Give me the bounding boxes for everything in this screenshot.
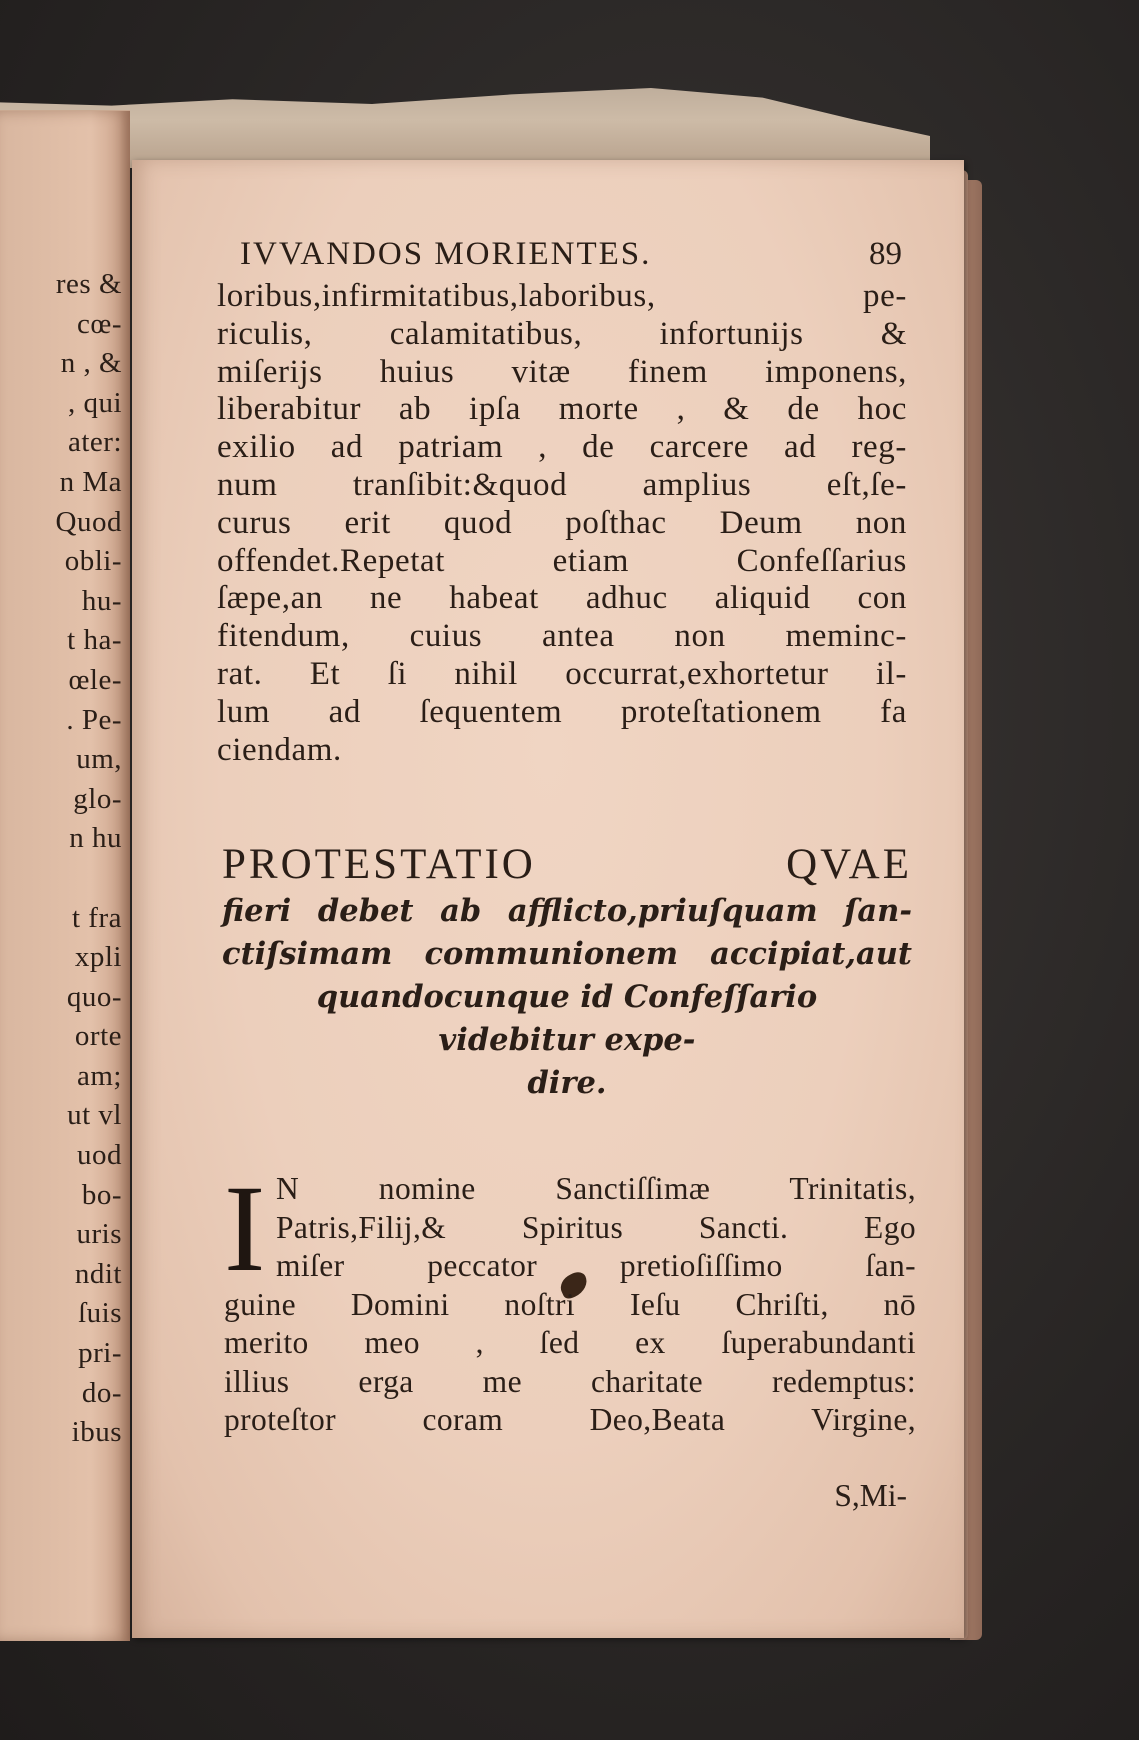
left-page-line: n hu (69, 822, 122, 855)
text-line: fitendum, cuius antea non meminc- (217, 618, 907, 655)
text-line: ciendam. (217, 731, 342, 768)
text-line: rat. Et ſi nihil occurrat,exhortetur il- (217, 655, 907, 692)
right-page (132, 160, 964, 1638)
text-line: ſæpe,an ne habeat adhuc aliquid con (217, 580, 907, 617)
text-line: guine Domini noſtri Ieſu Chriſti, nō (224, 1286, 916, 1322)
left-page-line: Quod (55, 505, 122, 538)
left-page-line: um, (76, 743, 122, 776)
left-page-line: quo- (66, 980, 122, 1013)
text-line: lum ad ſequentem proteſtationem fa (217, 693, 907, 730)
text-line: exilio ad patriam , de carcere ad reg- (217, 429, 907, 466)
catchword: S,Mi- (834, 1478, 907, 1513)
left-page-line: uod (77, 1139, 122, 1172)
protestation-text (224, 1160, 916, 1440)
left-page-line: t fra (72, 901, 122, 934)
left-page-line: , qui (67, 386, 122, 419)
page-number: 89 (869, 236, 902, 272)
left-page-line: orte (74, 1020, 122, 1053)
section-heading (222, 840, 912, 1105)
text-line: curus erit quod poſthac Deum non (217, 504, 907, 541)
left-page-line: ibus (71, 1416, 122, 1449)
left-page-line: res & (55, 268, 122, 300)
left-page-line: obli- (64, 545, 122, 578)
left-page-line: n , & (60, 347, 122, 380)
text-line: merito meo , ſed ex ſuperabundanti (224, 1325, 916, 1360)
drop-cap: I (224, 1160, 266, 1297)
left-page-line: ſuis (78, 1297, 122, 1330)
left-page-line: uris (76, 1218, 122, 1251)
left-page-line: ut vl (67, 1099, 122, 1132)
running-head-title: IVVANDOS MORIENTES. (240, 236, 652, 272)
left-page-line: am; (77, 1059, 122, 1092)
text-line: liberabitur ab ipſa morte , & de hoc (217, 391, 907, 428)
body-text (217, 278, 907, 769)
heading-italic-line: dire. (527, 1065, 607, 1101)
heading-italic-line: fieri debet ab afflicto,priuſquam ſan- (222, 893, 912, 929)
left-page-line: ater: (67, 426, 122, 459)
text-line: proteſtor coram Deo,Beata Virgine, (224, 1402, 916, 1437)
heading-italic-line: ctiſsimam communionem accipiat,aut (222, 936, 912, 972)
text-line: miſerijs huius vitæ finem imponens, (217, 353, 907, 390)
left-page-line: œle- (68, 663, 122, 696)
left-page-line: . Pe- (66, 703, 122, 736)
left-page-line: hu- (81, 584, 122, 617)
heading-italic-line: quandocunque id Confeſſario (316, 979, 818, 1015)
text-line: N nomine Sanctiſſimæ Trinitatis, (276, 1171, 916, 1206)
left-page-line: do- (81, 1376, 122, 1409)
left-page-line: t ha- (67, 624, 122, 657)
left-page-line: glo- (73, 782, 122, 815)
text-line: illius erga me charitate redemptus: (224, 1363, 916, 1399)
left-page-line: ndit (74, 1257, 122, 1290)
left-page-line: xpli (74, 941, 122, 974)
heading-italic-line: videbitur expe- (438, 1022, 696, 1058)
text-line: num tranſibit:&quod amplius eſt,ſe- (217, 466, 907, 503)
text-line: offendet.Repetat etiam Confeſſarius (217, 542, 907, 579)
text-line: miſer peccator pretioſiſſimo ſan- (276, 1248, 916, 1283)
left-page-line: pri- (78, 1337, 122, 1370)
left-page-line: n Ma (59, 465, 122, 498)
text-line: riculis, calamitatibus, infortunijs & (217, 315, 907, 352)
heading-caps: PROTESTATIO QVAE (222, 841, 912, 888)
text-line: loribus,infirmitatibus,laboribus, pe- (217, 278, 907, 314)
running-header (240, 236, 920, 273)
text-line: Patris,Filij,& Spiritus Sancti. Ego (276, 1209, 916, 1245)
left-page-text (0, 265, 122, 1453)
left-page-line: cœ- (77, 307, 122, 340)
left-page-line (0, 859, 122, 899)
left-page-line: bo- (81, 1178, 122, 1211)
